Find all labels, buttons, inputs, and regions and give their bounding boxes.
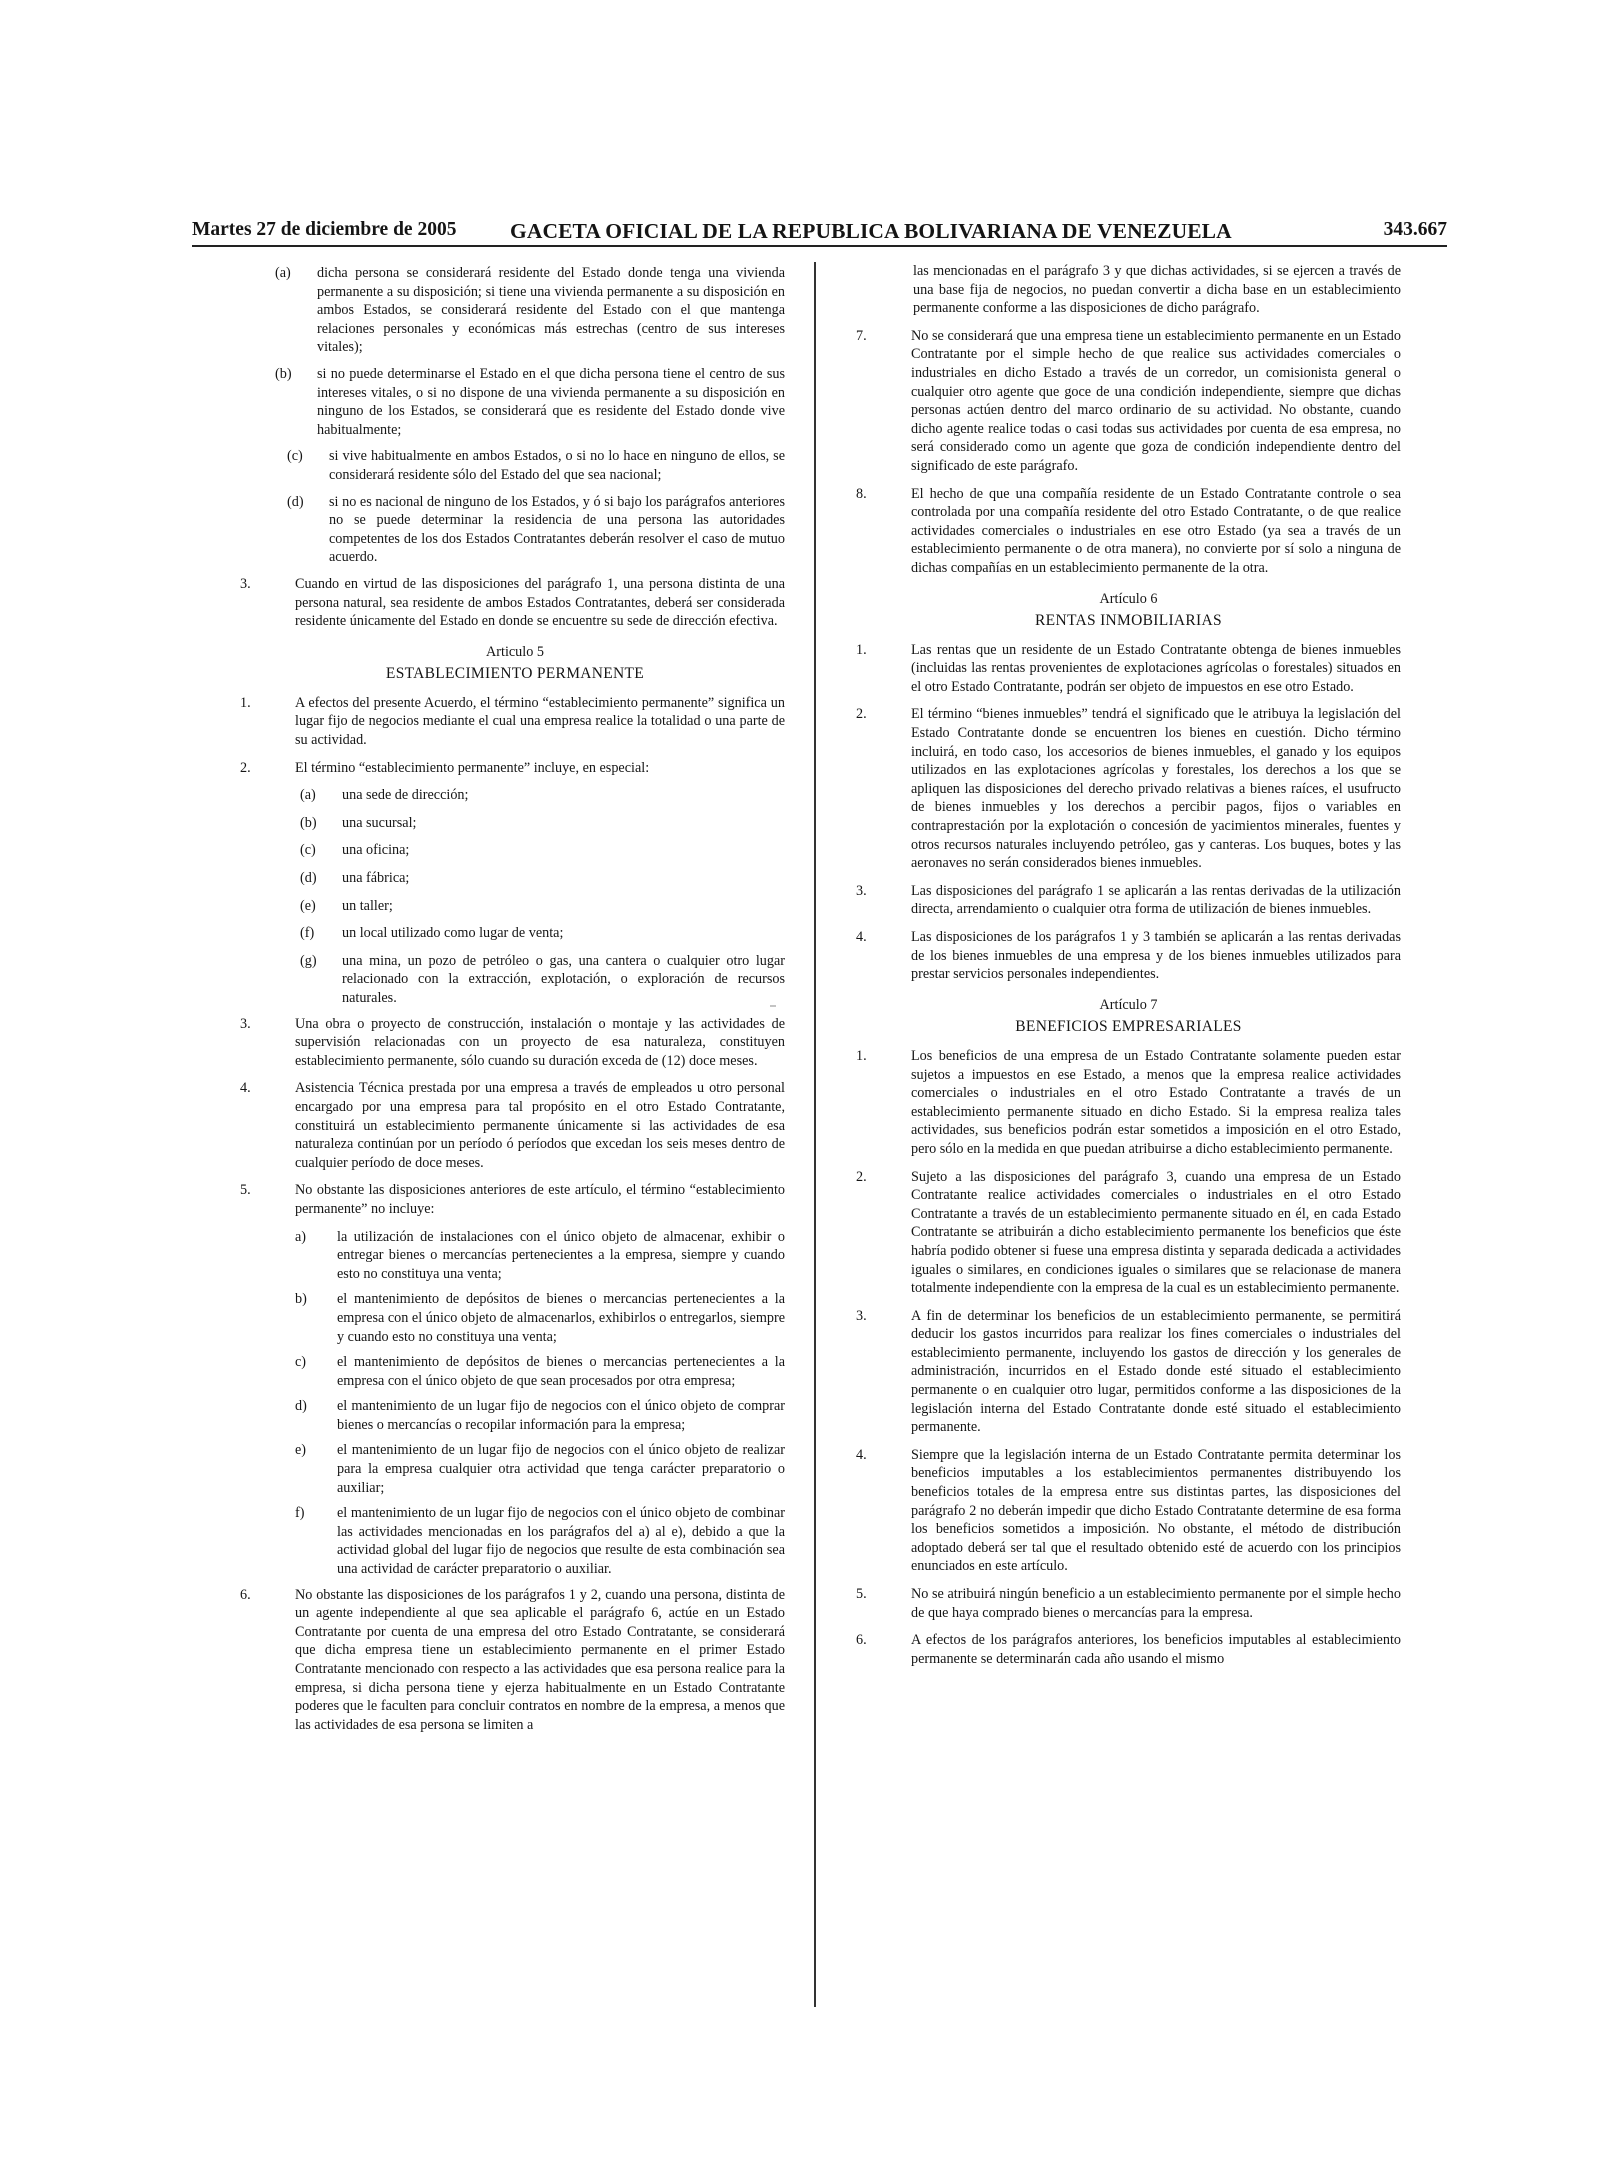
paragraph-number: 3. bbox=[240, 1015, 251, 1032]
paragraph-text: Las disposiciones del parágrafo 1 se aplicarán a las rentas derivadas de la utilización directa, arrendamiento o cualquier otra forma de utilización de bienes inmuebles. bbox=[911, 882, 1401, 918]
paragraph bbox=[856, 327, 1401, 476]
item-text: el mantenimiento de un lugar fijo de negocios con el único objeto de combinar las actividades mencionadas en los parágrafos del a) al e), debido a que la actividad global del lugar fijo de negocios que resulte de esta combinación sea una actividad de carácter preparatorio o auxiliar. bbox=[337, 1505, 785, 1578]
list-item bbox=[300, 869, 785, 888]
item-number: (c) bbox=[287, 448, 303, 465]
paragraph bbox=[856, 1585, 1401, 1622]
paragraph-number: 3. bbox=[856, 1307, 867, 1324]
item-text: si vive habitualmente en ambos Estados, o si no lo hace en ninguno de ellos, se considerará residente sólo del Estado del que sea nacional; bbox=[329, 448, 785, 483]
paragraph-text: No se atribuirá ningún beneficio a un establecimiento permanente por el simple hecho de que haya comprado bienes o mercancías para la empresa. bbox=[911, 1586, 1401, 1621]
paragraph bbox=[240, 1586, 785, 1735]
list-item bbox=[287, 447, 785, 484]
item-text: el mantenimiento de un lugar fijo de negocios con el único objeto de realizar para la empresa cualquier otra actividad que tenga carácter preparatorio o auxiliar; bbox=[337, 1442, 785, 1496]
paragraph-number: 8. bbox=[856, 485, 867, 502]
paragraph bbox=[856, 928, 1401, 984]
item-number: (g) bbox=[300, 952, 317, 969]
article-label: Artículo 7 bbox=[1099, 996, 1158, 1013]
paragraph-number: 6. bbox=[856, 1632, 867, 1649]
paragraph-text: El término “establecimiento permanente” incluye, en especial: bbox=[295, 759, 650, 776]
item-number: (f) bbox=[300, 925, 315, 942]
item-text: si no puede determinarse el Estado en el que dicha persona tiene el centro de sus intereses vitales, o si no dispone de una vivienda permanente a su disposición en ninguno de los Estados, se considerará que es residente del Estado donde vive habitualmente; bbox=[317, 365, 785, 438]
article-title: RENTAS INMOBILIARIAS bbox=[1035, 612, 1222, 630]
paragraph bbox=[856, 485, 1401, 578]
paragraph bbox=[856, 1446, 1401, 1576]
item-number: (b) bbox=[275, 365, 292, 382]
item-number: a) bbox=[295, 1228, 307, 1245]
paragraph-text: Cuando en virtud de las disposiciones del parágrafo 1, una persona distinta de una persona natural, sea residente de ambos Estados Contratantes, deberá ser considerada residente únicamente del Estado en donde se encuentre su sede de dirección efectiva. bbox=[295, 575, 785, 630]
list-item bbox=[295, 1228, 785, 1284]
paragraph-number: 7. bbox=[856, 327, 867, 344]
paragraph-number: 2. bbox=[240, 759, 251, 776]
column-divider bbox=[814, 262, 816, 2007]
paragraph-number: 1. bbox=[240, 694, 251, 711]
page-header bbox=[192, 219, 1447, 245]
paragraph-text: Sujeto a las disposiciones del parágrafo 3, cuando una empresa de un Estado Contratante realice actividades comerciales o industriales en el otro Estado Contratante a través de un establecimiento permanente situado en él, en cada Estado Contratante se atribuirán a dicho establecimiento permanente los beneficios que éste habría podido obtener si fuese una empresa distinta y separada dedicada a actividades iguales o similares, en condiciones iguales o similares que se relacionase de manera totalmente independiente con la empresa de la cual es un establecimiento permanente. bbox=[911, 1168, 1401, 1297]
paragraph bbox=[240, 575, 785, 631]
item-text: un local utilizado como lugar de venta; bbox=[342, 925, 564, 942]
paragraph-text: No se considerará que una empresa tiene un establecimiento permanente en un Estado Contratante por el simple hecho de que realice sus actividades comerciales o industriales en dicho Estado a través de un corredor, un comisionista general o cualquier otro agente que goce de una condición independiente, siempre que dichas personas actúen dentro del marco ordinario de su actividad. No obstante, cuando dicho agente realice todas o casi todas sus actividades por cuenta de esa empresa, no será considerado como un agente que goza de condición independiente dentro del significado de este parágrafo. bbox=[911, 327, 1401, 474]
paragraph-text: Una obra o proyecto de construcción, instalación o montaje y las actividades de supervisión relacionadas con un proyecto de esa naturaleza, constituyen establecimiento permanente, sólo cuando su duración exceda de (12) doce meses. bbox=[295, 1015, 785, 1069]
list-item bbox=[275, 264, 785, 357]
item-number: c) bbox=[295, 1354, 307, 1371]
item-text: el mantenimiento de depósitos de bienes o mercancias pertenecientes a la empresa con el único objeto de almacenarlos, exhibirlos o entregarlos, siempre y cuando esto no constituya una venta; bbox=[337, 1291, 785, 1345]
paragraph-continuation bbox=[858, 262, 1401, 318]
paragraph-text: No obstante las disposiciones de los parágrafos 1 y 2, cuando una persona, distinta de un agente independiente al que sea aplicable el parágrafo 6, actúe en un Estado Contratante por cuenta de una empresa del otro Estado Contratante, se considerará que dicha empresa tiene un establecimiento permanente en el primer Estado Contratante mencionado con respecto a las actividades que esa persona realice para la empresa, si dicha persona tiene y ejerza habitualmente en un Estado Contratante poderes que le faculten para concluir contratos en nombre de la empresa, a menos que las actividades de esa persona se limiten a bbox=[295, 1586, 785, 1733]
paragraph bbox=[856, 1047, 1401, 1159]
paragraph bbox=[240, 694, 785, 750]
paragraph-number: 1. bbox=[856, 1047, 867, 1064]
paragraph-text: Asistencia Técnica prestada por una empresa a través de empleados u otro personal encargado por una empresa para tal propósito en el otro Estado Contratante, constituirá un establecimiento permanente únicamente si las actividades de esa naturaleza continúan por un período ó períodos que excedan los seis meses dentro de cualquier período de doce meses. bbox=[295, 1080, 785, 1171]
list-item bbox=[287, 493, 785, 567]
item-text: la utilización de instalaciones con el único objeto de almacenar, exhibir o entregar bienes o mercancías pertenecientes a la empresa, siempre y cuando esto no constituya una venta; bbox=[337, 1228, 785, 1282]
paragraph-number: 2. bbox=[856, 706, 867, 723]
paragraph-text: A efectos del presente Acuerdo, el término “establecimiento permanente” significa un lugar fijo de negocios mediante el cual una empresa realice la totalidad o una parte de su actividad. bbox=[295, 694, 785, 749]
item-text: una sucursal; bbox=[342, 814, 417, 831]
item-number: (d) bbox=[300, 870, 317, 887]
paragraph bbox=[240, 1181, 785, 1218]
paragraph-text: No obstante las disposiciones anteriores de este artículo, el término “establecimiento permanente” no incluye: bbox=[295, 1182, 785, 1217]
paragraph bbox=[856, 641, 1401, 697]
paragraph-text: las mencionadas en el parágrafo 3 y que dichas actividades, si se ejercen a través de una base fija de negocios, no puedan convertir a dicha base en un establecimiento permanente conforme a las disposiciones de dicho parágrafo. bbox=[913, 263, 1401, 317]
list-item bbox=[300, 841, 785, 860]
paragraph-text: A fin de determinar los beneficios de un establecimiento permanente, se permitirá deducir los gastos incurridos para realizar los fines comerciales o industriales del establecimiento permanente, incluyendo los gastos de dirección y los generales de administración, incurridos en el Estado donde esté situado el establecimiento permanente o en cualquier otro lugar, permitidos conforme a las disposiciones de la legislación interna del Estado Contratante donde esté situado el establecimiento permanente. bbox=[911, 1307, 1401, 1436]
paragraph bbox=[240, 759, 785, 778]
item-number: e) bbox=[295, 1442, 307, 1459]
scan-speck-icon bbox=[770, 1005, 776, 1007]
list-item bbox=[300, 786, 785, 805]
paragraph-text: Las rentas que un residente de un Estado Contratante obtenga de bienes inmuebles (incluidas las rentas provenientes de explotaciones agrícolas o forestales) situados en el otro Estado Contratante, podrán ser objeto de impuestos en ese otro Estado. bbox=[911, 641, 1401, 695]
item-number: (d) bbox=[287, 493, 304, 510]
paragraph bbox=[240, 1015, 785, 1071]
article-title: ESTABLECIMIENTO PERMANENTE bbox=[385, 665, 645, 683]
paragraph-text: Las disposiciones de los parágrafos 1 y 3 también se aplicarán a las rentas derivadas de los bienes inmuebles de una empresa y de los bienes inmuebles utilizados para prestar servicios personales independientes. bbox=[911, 929, 1401, 983]
list-item bbox=[295, 1397, 785, 1434]
header-date: Martes 27 de diciembre de 2005 bbox=[192, 219, 457, 240]
paragraph-number: 4. bbox=[856, 929, 867, 945]
list-item bbox=[295, 1353, 785, 1390]
item-number: (b) bbox=[300, 814, 317, 831]
item-number: (e) bbox=[300, 897, 316, 914]
list-item bbox=[300, 924, 785, 943]
article-label: Artículo 6 bbox=[1099, 590, 1158, 607]
list-item bbox=[295, 1504, 785, 1578]
paragraph-number: 1. bbox=[856, 641, 867, 658]
item-number: d) bbox=[295, 1398, 307, 1415]
paragraph bbox=[856, 1168, 1401, 1298]
list-item bbox=[275, 365, 785, 439]
paragraph-number: 3. bbox=[240, 575, 251, 592]
item-text: el mantenimiento de un lugar fijo de negocios con el único objeto de comprar bienes o mercancías o recopilar información para la empresa; bbox=[337, 1398, 785, 1433]
paragraph-number: 6. bbox=[240, 1586, 251, 1603]
item-text: una sede de dirección; bbox=[342, 787, 469, 804]
header-rule bbox=[192, 245, 1447, 247]
article-title: BENEFICIOS EMPRESARIALES bbox=[1015, 1018, 1242, 1036]
left-column bbox=[240, 264, 785, 1743]
article-label: Articulo 5 bbox=[486, 643, 544, 660]
list-item bbox=[300, 814, 785, 833]
paragraph bbox=[856, 1307, 1401, 1437]
paragraph bbox=[856, 705, 1401, 872]
paragraph bbox=[856, 1631, 1401, 1668]
paragraph-text: A efectos de los parágrafos anteriores, los beneficios imputables al establecimiento permanente se determinarán cada año usando el mismo bbox=[911, 1632, 1401, 1667]
list-item bbox=[295, 1441, 785, 1497]
list-item bbox=[300, 952, 785, 1008]
item-text: una mina, un pozo de petróleo o gas, una cantera o cualquier otro lugar relacionado con la extracción, explotación, o exploración de recursos naturales. bbox=[342, 952, 785, 1006]
item-text: dicha persona se considerará residente del Estado donde tenga una vivienda permanente a su disposición; si tiene una vivienda permanente a su disposición en ambos Estados, se considerará residente del Estado con el que mantenga relaciones personales y económicas más estrechas (centro de sus intereses vitales); bbox=[317, 265, 785, 356]
paragraph bbox=[240, 1079, 785, 1172]
paragraph-text: Siempre que la legislación interna de un Estado Contratante permita determinar los beneficios imputables a los establecimientos permanentes distribuyendo los beneficios totales de la empresa entre sus distintas partes, las disposiciones del parágrafo 2 no deberán impedir que dicho Estado Contratante determine de esa forma los beneficios sometidos a imposición. No obstante, el método de distribución adoptado deberá ser tal que el resultado obtenido esté de acuerdo con los principios enunciados en este artículo. bbox=[911, 1446, 1401, 1575]
paragraph-number: 4. bbox=[856, 1446, 867, 1463]
paragraph-text: El término “bienes inmuebles” tendrá el significado que le atribuya la legislación del Estado Contratante donde se encuentren los bienes en cuestión. Dicho término incluirá, en todo caso, los accesorios de bienes inmuebles, el ganado y los equipos utilizados en las explotaciones agrícolas y forestales, los derechos a los que se apliquen las disposiciones del derecho privado relativas a bienes raíces, el usufructo de bienes inmuebles y los derechos a percibir pagos, fijos o variables en contraprestación por la explotación o concesión de yacimientos minerales, fuentes y otros recursos naturales incluyendo petróleo, gas y canteras. Los buques, botes y las aeronaves no serán considerados bienes inmuebles. bbox=[911, 706, 1401, 872]
right-column bbox=[856, 262, 1401, 1677]
item-number: (c) bbox=[300, 842, 316, 859]
item-text: el mantenimiento de depósitos de bienes o mercancias pertenecientes a la empresa con el único objeto de que sean procesados por otra empresa; bbox=[337, 1354, 785, 1389]
item-number: b) bbox=[295, 1291, 307, 1308]
paragraph-text: Los beneficios de una empresa de un Estado Contratante solamente pueden estar sujetos a impuestos en ese Estado, a menos que la empresa realice actividades comerciales o industriales en el otro Estado Contratante a través de un establecimiento permanente situado en dicho Estado. Si la empresa realiza tales actividades, sus beneficios podrán estar sometidos a imposición en el otro Estado, pero sólo en la medida en que puedan atribuirse a dicho establecimiento permanente. bbox=[911, 1047, 1401, 1157]
item-text: una oficina; bbox=[342, 842, 410, 859]
item-number: (a) bbox=[300, 787, 316, 804]
paragraph-number: 3. bbox=[856, 882, 867, 899]
paragraph-number: 5. bbox=[240, 1182, 251, 1199]
list-item bbox=[300, 897, 785, 916]
item-text: un taller; bbox=[342, 897, 393, 914]
paragraph bbox=[856, 882, 1401, 919]
item-text: una fábrica; bbox=[342, 870, 410, 887]
paragraph-number: 4. bbox=[240, 1080, 251, 1097]
paragraph-number: 2. bbox=[856, 1168, 867, 1185]
item-number: (a) bbox=[275, 265, 291, 281]
header-page-number: 343.667 bbox=[1383, 219, 1447, 240]
item-number: f) bbox=[295, 1505, 305, 1522]
header-title: GACETA OFICIAL DE LA REPUBLICA BOLIVARIANA DE VENEZUELA bbox=[510, 219, 1232, 243]
paragraph-text: El hecho de que una compañía residente de un Estado Contratante controle o sea controlada por una compañía residente del otro Estado Contratante, o de que realice actividades comerciales o industriales en ese otro Estado (ya sea a través de un establecimiento permanente o de otra manera), no convierte por sí solo a ninguna de dichas compañías en un establecimiento permanente de la otra. bbox=[911, 485, 1401, 576]
list-item bbox=[295, 1290, 785, 1346]
item-text: si no es nacional de ninguno de los Estados, y ó si bajo los parágrafos anteriores no se puede determinar la residencia de una persona las autoridades competentes de los dos Estados Contratantes deberán resolver el caso de mutuo acuerdo. bbox=[329, 493, 785, 566]
paragraph-number: 5. bbox=[856, 1586, 867, 1602]
